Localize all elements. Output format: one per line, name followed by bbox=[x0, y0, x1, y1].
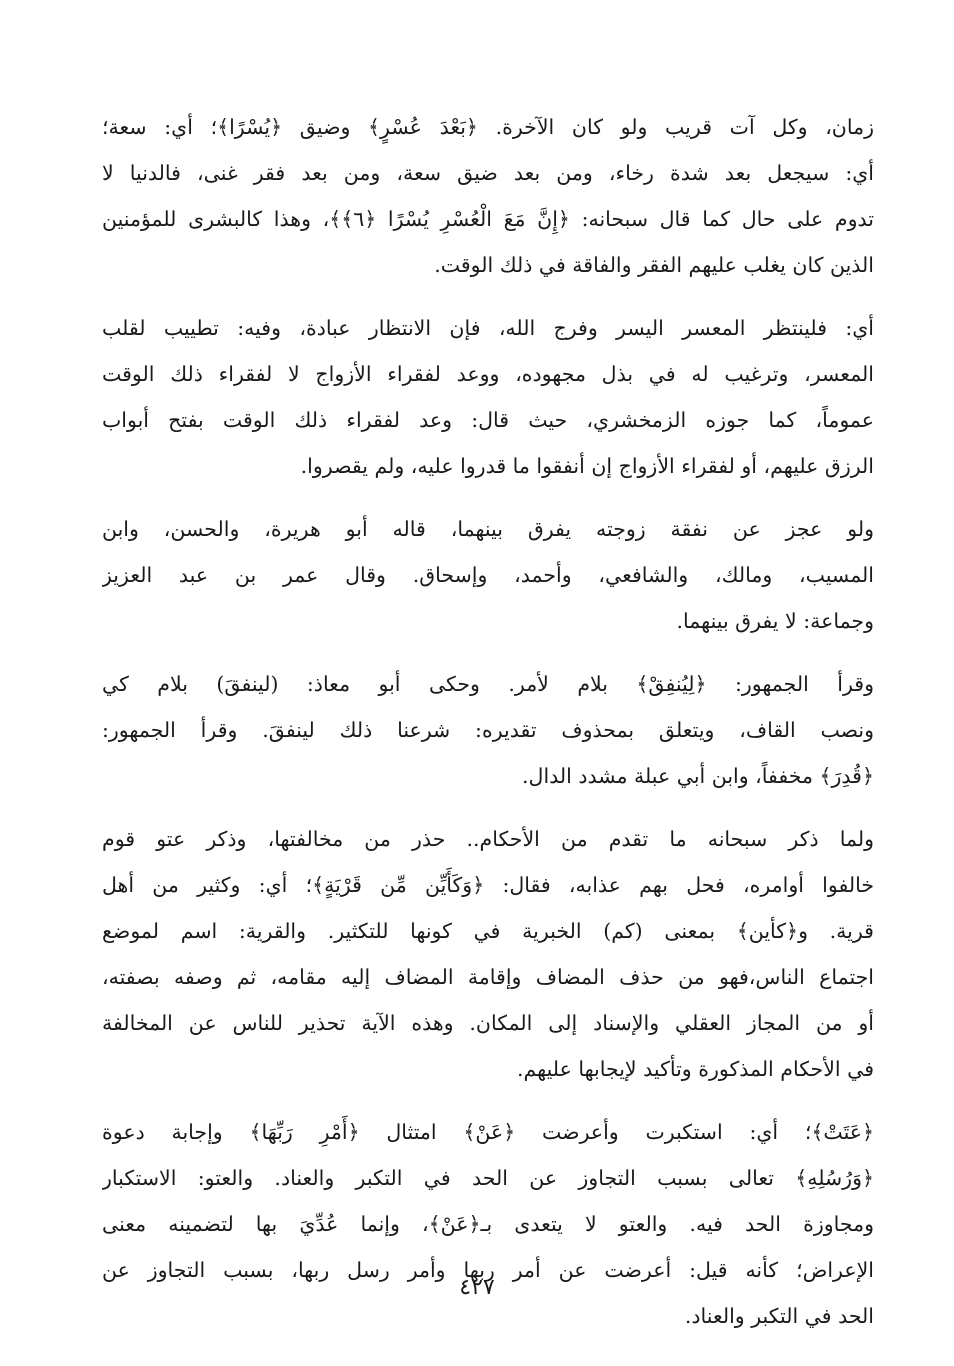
text-line: وقرأ الجمهور: ﴿لِيُنفِقْ﴾ بلام لأمر. وحكى أبو معاذ: (لينفقَ) بلام كي bbox=[102, 672, 874, 696]
text-line: ومجاوزة الحد فيه. والعتو لا يتعدى بـ﴿عَنْ﴾، وإنما عُدِّيَ بها لتضمينه معنى bbox=[102, 1212, 874, 1236]
text-line: زمان، وكل آت قريب ولو كان الآخرة. ﴿بَعْدَ عُسْرٍ﴾ وضيق ﴿يُسْرًا﴾؛ أي: سعة؛ bbox=[102, 115, 874, 139]
paragraph-4 bbox=[102, 661, 874, 799]
text-line: ولما ذكر سبحانه ما تقدم من الأحكام.. حذر من مخالفتها، وذكر عتو قوم bbox=[102, 827, 874, 851]
text-line: ﴿قُدِرَ﴾ مخففاً، وابن أبي عبلة مشدد الدال. bbox=[522, 764, 874, 788]
text-line: عموماً، كما جوزه الزمخشري، حيث قال: وعد لفقراء ذلك الوقت بفتح أبواب bbox=[102, 408, 874, 432]
text-line: في الأحكام المذكورة وتأكيد لإيجابها عليهم. bbox=[517, 1057, 874, 1081]
text-line: المسيب، ومالك، والشافعي، وأحمد، وإسحاق. وقال عمر بن عبد العزيز bbox=[102, 563, 874, 587]
text-line: خالفوا أوامره، فحل بهم عذابه، فقال: ﴿وَكَأَيِّن مِّن قَرْيَةٍ﴾؛ أي: وكثير من أهل bbox=[102, 873, 874, 897]
paragraph-1 bbox=[102, 104, 874, 288]
text-line: وجماعة: لا يفرق بينهما. bbox=[676, 609, 874, 633]
text-line: أو من المجاز العقلي والإسناد إلى المكان. وهذه الآية تحذير للناس عن المخالفة bbox=[102, 1011, 874, 1035]
paragraph-6 bbox=[102, 1109, 874, 1339]
text-line: ونصب القاف، ويتعلق بمحذوف تقديره: شرعنا ذلك لينفقَ. وقرأ الجمهور: bbox=[102, 718, 874, 742]
paragraph-5 bbox=[102, 816, 874, 1092]
text-line: ﴿عَتَتْ﴾؛ أي: استكبرت وأعرضت ﴿عَنْ﴾ امتثال ﴿أَمْرِ رَبِّهَا﴾ وإجابة دعوة bbox=[102, 1120, 874, 1144]
text-line: الإعراض؛ كأنه قيل: أعرضت عن أمر ربها وأمر رسل ربها، بسبب التجاوز عن bbox=[102, 1258, 874, 1282]
text-line: تدوم على حال كما قال سبحانه: ﴿إِنَّ مَعَ الْعُسْرِ يُسْرًا ﴿٦﴾﴾، وهذا كالبشرى للمؤمنين bbox=[102, 207, 874, 231]
text-line: المعسر، وترغيب له في بذل مجهوده، ووعد لفقراء الأزواج لا لفقراء ذلك الوقت bbox=[102, 362, 874, 386]
body-text bbox=[102, 104, 874, 1356]
text-line: ولو عجز عن نفقة زوجته يفرق بينهما، قاله أبو هريرة، والحسن، وابن bbox=[102, 517, 874, 541]
paragraph-2 bbox=[102, 305, 874, 489]
text-line: ﴿وَرُسُلِهِ﴾ تعالى بسبب التجاوز عن الحد في التكبر والعناد. والعتو: الاستكبار bbox=[102, 1166, 874, 1190]
text-line: الرزق عليهم، أو لفقراء الأزواج إن أنفقوا ما قدروا عليه، ولم يقصروا. bbox=[300, 454, 874, 478]
text-line: أي: سيجعل بعد شدة رخاء، ومن بعد ضيق سعة، ومن بعد فقر غنى، فالدنيا لا bbox=[102, 161, 874, 185]
page-number: ٤٢٧ bbox=[459, 1275, 495, 1300]
text-line: الحد في التكبر والعناد. bbox=[684, 1304, 874, 1328]
text-line: الذين كان يغلب عليهم الفقر والفاقة في ذلك الوقت. bbox=[434, 253, 874, 277]
text-line: اجتماع الناس،فهو من حذف المضاف وإقامة المضاف إليه مقامه، ثم وصفه بصفته، bbox=[102, 965, 874, 989]
text-line: أي: فلينتظر المعسر اليسر وفرج الله، فإن الانتظار عبادة، وفيه: تطييب لقلب bbox=[102, 316, 874, 340]
paragraph-3 bbox=[102, 506, 874, 644]
text-line: قرية. و﴿كأين﴾ بمعنى (كم) الخبرية في كونها للتكثير. والقرية: اسم لموضع bbox=[102, 919, 874, 943]
